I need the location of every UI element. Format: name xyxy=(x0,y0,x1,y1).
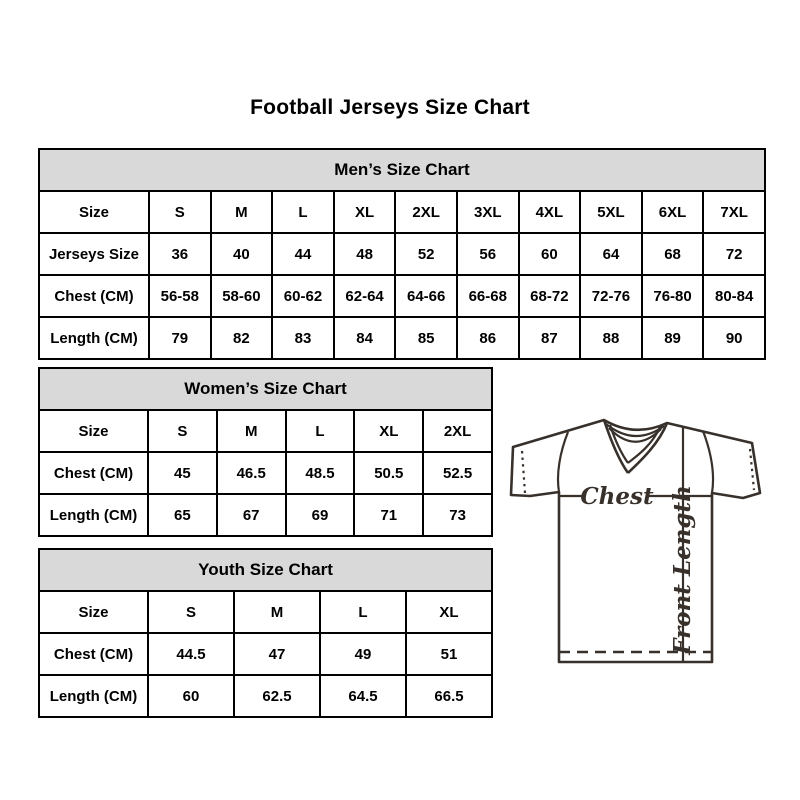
table-title: Women’s Size Chart xyxy=(39,368,492,410)
size-column-header: 3XL xyxy=(457,191,519,233)
size-column-header: L xyxy=(286,410,355,452)
size-header-label: Size xyxy=(39,410,148,452)
size-value-cell: 56 xyxy=(457,233,519,275)
row-label: Chest (CM) xyxy=(39,275,149,317)
table-title: Men’s Size Chart xyxy=(39,149,765,191)
row-label: Chest (CM) xyxy=(39,452,148,494)
size-column-header: M xyxy=(217,410,286,452)
size-value-cell: 69 xyxy=(286,494,355,536)
size-value-cell: 62-64 xyxy=(334,275,396,317)
size-value-cell: 87 xyxy=(519,317,581,359)
size-value-cell: 71 xyxy=(354,494,423,536)
size-value-cell: 50.5 xyxy=(354,452,423,494)
size-value-cell: 85 xyxy=(395,317,457,359)
size-value-cell: 51 xyxy=(406,633,492,675)
size-value-cell: 44.5 xyxy=(148,633,234,675)
size-value-cell: 82 xyxy=(211,317,273,359)
size-value-cell: 88 xyxy=(580,317,642,359)
size-value-cell: 56-58 xyxy=(149,275,211,317)
chest-label: Chest xyxy=(580,483,654,510)
size-column-header: 2XL xyxy=(423,410,492,452)
mens-size-table xyxy=(38,148,766,360)
size-value-cell: 40 xyxy=(211,233,273,275)
size-value-cell: 49 xyxy=(320,633,406,675)
size-value-cell: 64-66 xyxy=(395,275,457,317)
row-label: Length (CM) xyxy=(39,494,148,536)
size-header-label: Size xyxy=(39,591,148,633)
youth-size-table xyxy=(38,548,493,718)
size-value-cell: 46.5 xyxy=(217,452,286,494)
size-value-cell: 58-60 xyxy=(211,275,273,317)
table-title: Youth Size Chart xyxy=(39,549,492,591)
front-length-label: Front Length xyxy=(669,485,696,655)
size-value-cell: 65 xyxy=(148,494,217,536)
row-label: Length (CM) xyxy=(39,317,149,359)
table-row xyxy=(39,317,765,359)
size-value-cell: 64.5 xyxy=(320,675,406,717)
size-value-cell: 52.5 xyxy=(423,452,492,494)
size-value-cell: 66-68 xyxy=(457,275,519,317)
size-value-cell: 73 xyxy=(423,494,492,536)
size-value-cell: 45 xyxy=(148,452,217,494)
size-value-cell: 66.5 xyxy=(406,675,492,717)
size-value-cell: 60 xyxy=(519,233,581,275)
size-value-cell: 36 xyxy=(149,233,211,275)
womens-size-table xyxy=(38,367,493,537)
size-column-header: XL xyxy=(334,191,396,233)
size-value-cell: 76-80 xyxy=(642,275,704,317)
jersey-measurement-diagram xyxy=(500,400,772,690)
size-column-header: M xyxy=(211,191,273,233)
size-value-cell: 64 xyxy=(580,233,642,275)
size-column-header: M xyxy=(234,591,320,633)
size-value-cell: 72-76 xyxy=(580,275,642,317)
size-value-cell: 86 xyxy=(457,317,519,359)
size-value-cell: 90 xyxy=(703,317,765,359)
row-label: Jerseys Size xyxy=(39,233,149,275)
size-value-cell: 84 xyxy=(334,317,396,359)
size-column-header: L xyxy=(272,191,334,233)
size-value-cell: 44 xyxy=(272,233,334,275)
size-value-cell: 60 xyxy=(148,675,234,717)
size-column-header: 7XL xyxy=(703,191,765,233)
size-value-cell: 48.5 xyxy=(286,452,355,494)
size-value-cell: 47 xyxy=(234,633,320,675)
page-title: Football Jerseys Size Chart xyxy=(250,96,530,119)
size-column-header: 4XL xyxy=(519,191,581,233)
size-header-label: Size xyxy=(39,191,149,233)
table-row xyxy=(39,675,492,717)
table-row xyxy=(39,275,765,317)
size-column-header: XL xyxy=(406,591,492,633)
table-row xyxy=(39,233,765,275)
table-row xyxy=(39,633,492,675)
size-column-header: XL xyxy=(354,410,423,452)
size-value-cell: 52 xyxy=(395,233,457,275)
size-value-cell: 62.5 xyxy=(234,675,320,717)
size-value-cell: 83 xyxy=(272,317,334,359)
size-column-header: S xyxy=(148,591,234,633)
size-value-cell: 68-72 xyxy=(519,275,581,317)
size-column-header: 2XL xyxy=(395,191,457,233)
size-column-header: S xyxy=(148,410,217,452)
size-value-cell: 68 xyxy=(642,233,704,275)
table-row xyxy=(39,494,492,536)
size-column-header: 6XL xyxy=(642,191,704,233)
size-value-cell: 48 xyxy=(334,233,396,275)
size-column-header: 5XL xyxy=(580,191,642,233)
size-value-cell: 60-62 xyxy=(272,275,334,317)
size-value-cell: 67 xyxy=(217,494,286,536)
size-column-header: L xyxy=(320,591,406,633)
row-label: Length (CM) xyxy=(39,675,148,717)
size-column-header: S xyxy=(149,191,211,233)
size-value-cell: 72 xyxy=(703,233,765,275)
size-value-cell: 89 xyxy=(642,317,704,359)
table-row xyxy=(39,452,492,494)
size-value-cell: 79 xyxy=(149,317,211,359)
row-label: Chest (CM) xyxy=(39,633,148,675)
size-value-cell: 80-84 xyxy=(703,275,765,317)
